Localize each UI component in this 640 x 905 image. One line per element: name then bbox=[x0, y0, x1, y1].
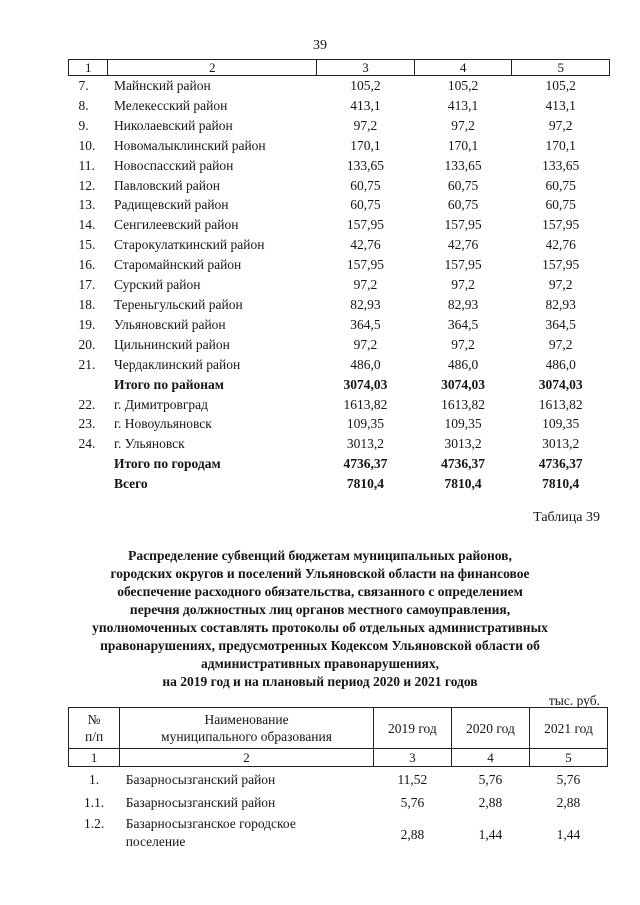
table-caption: Таблица 39 bbox=[533, 510, 600, 525]
header-col-2: 2 bbox=[108, 60, 317, 76]
row-value-col4: 7810,4 bbox=[444, 476, 482, 492]
table-row bbox=[69, 414, 610, 434]
header-col-2: 2 bbox=[120, 749, 374, 767]
row-name: Базарносызганский район bbox=[125, 795, 276, 810]
table-row bbox=[69, 335, 610, 355]
row-value-col5: 486,0 bbox=[545, 356, 576, 372]
table-header bbox=[69, 708, 608, 749]
table-row bbox=[69, 355, 610, 375]
header-year-2019: 2019 год bbox=[373, 708, 451, 749]
row-num: 1.2. bbox=[83, 816, 105, 831]
row-value-col5: 1613,82 bbox=[538, 396, 583, 412]
row-name bbox=[120, 813, 374, 856]
row-num: 14. bbox=[78, 217, 96, 233]
header-col-4: 4 bbox=[414, 60, 512, 76]
row-value-col4: 486,0 bbox=[447, 356, 479, 372]
row-num bbox=[69, 474, 108, 494]
row-value-col3: 7810,4 bbox=[346, 476, 385, 492]
row-value-col3: 109,35 bbox=[346, 416, 385, 432]
row-value-col3: 486,0 bbox=[350, 356, 381, 372]
row-value-col5: 82,93 bbox=[545, 296, 576, 312]
row-value-col3: 3074,03 bbox=[343, 376, 388, 392]
table-row bbox=[69, 136, 610, 156]
row-num: 24. bbox=[78, 436, 96, 452]
row-value-col4: 60,75 bbox=[447, 197, 479, 213]
header-name bbox=[120, 708, 374, 749]
row-name: Сенгилеевский район bbox=[113, 217, 239, 233]
row-value-col3: 170,1 bbox=[350, 137, 381, 153]
row-value-col3: 1613,82 bbox=[343, 396, 388, 412]
table-row bbox=[69, 176, 610, 196]
table-row bbox=[69, 156, 610, 176]
table-title bbox=[60, 547, 580, 691]
row-value-2020: 2,88 bbox=[478, 795, 503, 810]
title-line: городских округов и поселений Ульяновской области на финансовое bbox=[110, 566, 530, 581]
title-line: обеспечение расходного обязательства, связанного с определением bbox=[117, 584, 523, 599]
table-total-row bbox=[69, 375, 610, 395]
header-num-line2: п/п bbox=[84, 729, 104, 744]
row-name: Чердаклинский район bbox=[113, 356, 241, 372]
row-name: Ульяновский район bbox=[113, 316, 226, 332]
row-value-col3: 42,76 bbox=[350, 237, 381, 253]
row-value-col5: 364,5 bbox=[545, 316, 576, 332]
row-name: Мелекесский район bbox=[113, 97, 228, 113]
row-value-col4: 157,95 bbox=[444, 257, 482, 273]
row-value-col5: 97,2 bbox=[548, 277, 573, 293]
row-value-col4: 97,2 bbox=[451, 277, 475, 293]
header-num bbox=[69, 708, 120, 749]
row-name: Павловский район bbox=[113, 177, 220, 193]
title-line: перечня должностных лиц органов местного самоуправления, bbox=[129, 602, 511, 617]
row-value-col5: 105,2 bbox=[545, 78, 576, 93]
row-num: 19. bbox=[78, 316, 96, 332]
table-row bbox=[69, 315, 610, 335]
row-name: Новомалыклинский район bbox=[113, 137, 266, 153]
table-header-numbers bbox=[69, 60, 610, 76]
row-value-2019: 11,52 bbox=[397, 772, 428, 787]
row-value-col3: 364,5 bbox=[350, 316, 381, 332]
title-line: административных правонарушениях, bbox=[201, 656, 439, 671]
row-value-col3: 82,93 bbox=[350, 296, 381, 312]
table-row bbox=[69, 767, 608, 791]
header-num-line1: № bbox=[87, 712, 101, 727]
header-name-line1: Наименование bbox=[204, 712, 289, 727]
title-line: уполномоченных составлять протоколы об отдельных административных bbox=[92, 620, 548, 635]
row-name: Майнский район bbox=[113, 78, 211, 93]
header-col-5: 5 bbox=[529, 749, 607, 767]
header-col-1: 1 bbox=[69, 60, 108, 76]
row-value-col3: 97,2 bbox=[353, 117, 378, 133]
row-num bbox=[69, 454, 108, 474]
row-num bbox=[69, 375, 108, 395]
row-value-col4: 4736,37 bbox=[441, 456, 485, 472]
row-value-col4: 3013,2 bbox=[444, 436, 482, 452]
units-label: тыс. руб. bbox=[548, 693, 600, 708]
row-name: Всего bbox=[113, 476, 148, 492]
table-row bbox=[69, 395, 610, 415]
row-name: Старомайнский район bbox=[113, 257, 242, 273]
row-value-col5: 42,76 bbox=[545, 237, 576, 253]
row-value-2019: 5,76 bbox=[400, 795, 425, 810]
row-num: 7. bbox=[78, 78, 89, 93]
row-num: 1. bbox=[89, 772, 100, 787]
row-value-col3: 60,75 bbox=[350, 197, 381, 213]
row-value-col5: 3013,2 bbox=[542, 436, 580, 452]
row-num: 16. bbox=[78, 257, 96, 273]
row-value-col5: 3074,03 bbox=[538, 376, 583, 392]
row-value-col4: 60,75 bbox=[447, 177, 479, 193]
row-name: Цильнинский район bbox=[113, 336, 230, 352]
row-num: 17. bbox=[78, 277, 96, 293]
header-col-3: 3 bbox=[373, 749, 451, 767]
row-value-col3: 97,2 bbox=[353, 277, 378, 293]
subvention-table bbox=[68, 707, 608, 856]
title-line: на 2019 год и на плановый период 2020 и 2021 годов bbox=[162, 674, 478, 689]
row-value-col4: 133,65 bbox=[444, 157, 482, 173]
row-value-col4: 413,1 bbox=[447, 97, 479, 113]
row-num: 8. bbox=[78, 97, 89, 113]
row-value-col4: 1613,82 bbox=[441, 396, 485, 412]
row-num: 15. bbox=[78, 237, 96, 253]
row-num: 22. bbox=[78, 396, 96, 412]
row-value-col5: 170,1 bbox=[545, 137, 576, 153]
row-value-col4: 105,2 bbox=[447, 78, 479, 93]
header-col-5: 5 bbox=[512, 60, 610, 76]
row-value-col5: 60,75 bbox=[545, 177, 576, 193]
row-value-col5: 157,95 bbox=[542, 257, 580, 273]
row-value-col3: 97,2 bbox=[353, 336, 378, 352]
title-line: правонарушениях, предусмотренных Кодексом Ульяновской области об bbox=[100, 638, 540, 653]
row-num: 21. bbox=[78, 356, 96, 372]
row-value-col4: 157,95 bbox=[444, 217, 482, 233]
row-value-2021: 1,44 bbox=[556, 826, 581, 842]
header-col-4: 4 bbox=[451, 749, 529, 767]
row-value-col4: 42,76 bbox=[447, 237, 479, 253]
row-value-col3: 3013,2 bbox=[346, 436, 385, 452]
table-row bbox=[69, 235, 610, 255]
row-value-col4: 109,35 bbox=[444, 416, 482, 432]
row-value-col5: 4736,37 bbox=[538, 456, 583, 472]
row-value-col4: 3074,03 bbox=[441, 376, 485, 392]
row-value-2020: 1,44 bbox=[478, 826, 503, 842]
row-num: 13. bbox=[78, 197, 96, 213]
table-row bbox=[69, 790, 608, 813]
row-name-line2: поселение bbox=[125, 834, 186, 849]
row-value-col5: 157,95 bbox=[542, 217, 580, 233]
row-num: 1.1. bbox=[83, 795, 105, 810]
row-num: 9. bbox=[78, 117, 89, 133]
row-value-col3: 4736,37 bbox=[343, 456, 388, 472]
header-col-3: 3 bbox=[317, 60, 415, 76]
row-value-2021: 5,76 bbox=[556, 772, 581, 787]
row-value-col5: 97,2 bbox=[548, 117, 573, 133]
title-line: Распределение субвенций бюджетам муниципальных районов, bbox=[128, 548, 512, 563]
row-value-col3: 157,95 bbox=[346, 217, 385, 233]
table-row bbox=[69, 96, 610, 116]
row-name: г. Димитровград bbox=[113, 396, 208, 412]
page-number: 39 bbox=[313, 38, 327, 53]
row-num: 23. bbox=[78, 416, 96, 432]
table-row bbox=[69, 434, 610, 454]
row-value-col4: 82,93 bbox=[447, 296, 479, 312]
row-num: 11. bbox=[78, 157, 95, 173]
row-value-2021: 2,88 bbox=[556, 795, 581, 810]
table-row bbox=[69, 813, 608, 856]
row-value-col4: 97,2 bbox=[451, 117, 475, 133]
table-total-row bbox=[69, 454, 610, 474]
table-header-numbers bbox=[69, 749, 608, 767]
header-year-2021: 2021 год bbox=[529, 708, 607, 749]
row-name: Итого по районам bbox=[113, 376, 224, 392]
row-num: 10. bbox=[78, 137, 96, 153]
table-continued bbox=[68, 59, 610, 494]
table-row bbox=[69, 76, 610, 96]
row-name: г. Ульяновск bbox=[113, 436, 185, 452]
row-name-line1: Базарносызганское городское bbox=[125, 816, 296, 831]
row-value-col4: 170,1 bbox=[447, 137, 479, 153]
row-value-col3: 157,95 bbox=[346, 257, 385, 273]
row-value-2020: 5,76 bbox=[478, 772, 503, 787]
row-value-col3: 105,2 bbox=[350, 78, 381, 93]
row-name: Старокулаткинский район bbox=[113, 237, 265, 253]
table-row bbox=[69, 295, 610, 315]
row-value-col3: 413,1 bbox=[350, 97, 381, 113]
row-name: Николаевский район bbox=[113, 117, 233, 133]
row-value-col3: 133,65 bbox=[346, 157, 385, 173]
row-name: Радищевский район bbox=[113, 197, 229, 213]
table-row bbox=[69, 116, 610, 136]
row-value-2019: 2,88 bbox=[400, 826, 425, 842]
row-value-col4: 364,5 bbox=[447, 316, 479, 332]
header-name-line2: муниципального образования bbox=[161, 729, 332, 744]
table-row bbox=[69, 275, 610, 295]
row-num: 12. bbox=[78, 177, 96, 193]
row-num: 20. bbox=[78, 336, 96, 352]
table-total-row bbox=[69, 474, 610, 494]
row-value-col5: 109,35 bbox=[542, 416, 580, 432]
row-value-col5: 97,2 bbox=[548, 336, 573, 352]
row-value-col5: 7810,4 bbox=[542, 476, 580, 492]
row-name: Сурский район bbox=[113, 277, 201, 293]
row-name: Итого по городам bbox=[113, 456, 221, 472]
row-value-col3: 60,75 bbox=[350, 177, 381, 193]
row-value-col5: 60,75 bbox=[545, 197, 576, 213]
table-row bbox=[69, 255, 610, 275]
row-name: Новоспасский район bbox=[113, 157, 234, 173]
header-year-2020: 2020 год bbox=[451, 708, 529, 749]
row-name: г. Новоульяновск bbox=[113, 416, 212, 432]
row-name: Базарносызганский район bbox=[125, 772, 276, 787]
row-value-col5: 413,1 bbox=[545, 97, 576, 113]
row-value-col5: 133,65 bbox=[542, 157, 580, 173]
row-value-col4: 97,2 bbox=[451, 336, 475, 352]
header-col-1: 1 bbox=[69, 749, 120, 767]
table-row bbox=[69, 215, 610, 235]
row-name: Тереньгульский район bbox=[113, 296, 243, 312]
table-row bbox=[69, 195, 610, 215]
row-num: 18. bbox=[78, 296, 96, 312]
